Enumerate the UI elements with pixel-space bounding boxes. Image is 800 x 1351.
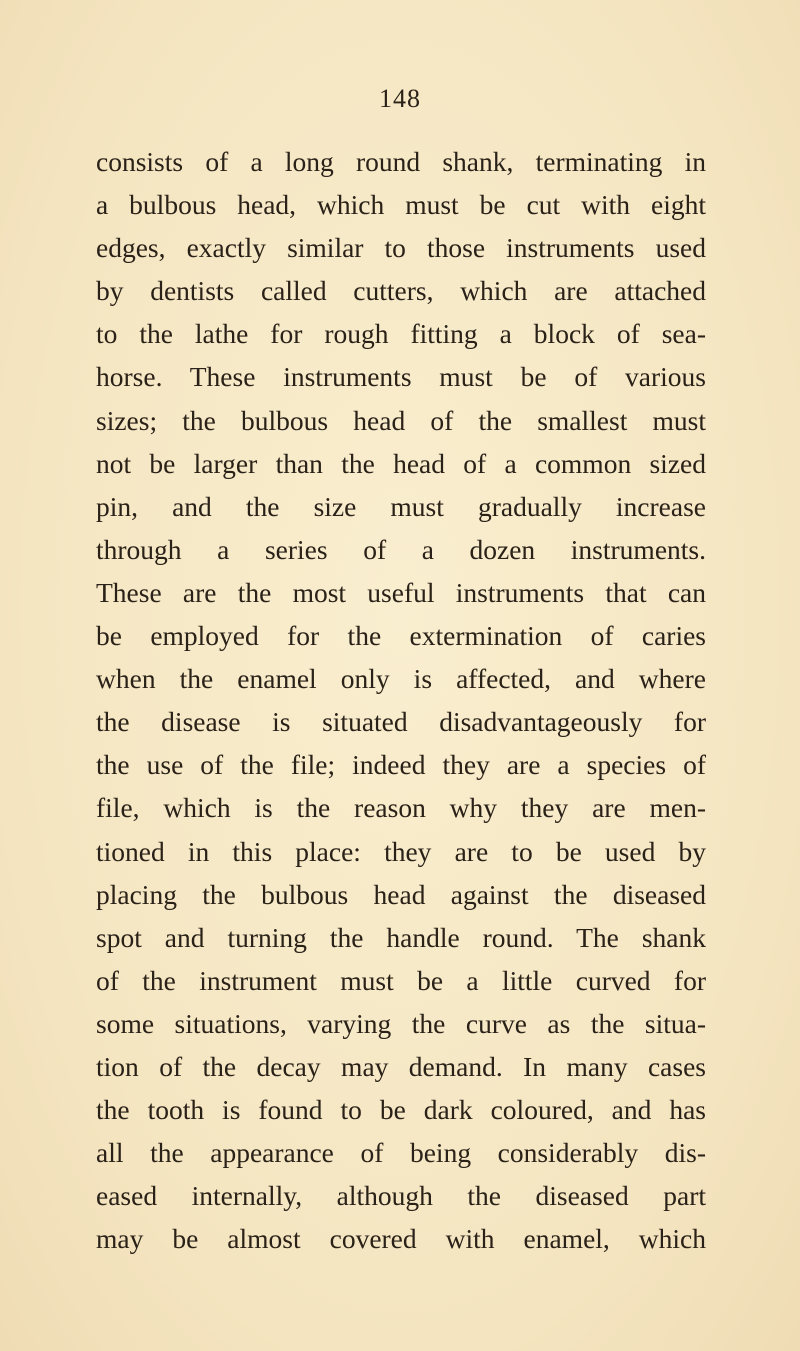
text-line: tioned in this place: they are to be used by [96,835,706,867]
page-number: 148 [379,84,421,113]
text-line: some situations, varying the curve as the situa- [96,1007,706,1039]
text-line: placing the bulbous head against the diseased [96,878,706,910]
text-line: file, which is the reason why they are men- [96,792,706,824]
text-line: the disease is situated disadvantageously for [96,706,706,738]
text-line: These are the most useful instruments that can [96,576,706,608]
text-line: sizes; the bulbous head of the smallest must [96,404,706,436]
text-line: pin, and the size must gradually increase [96,490,706,522]
text-line: be employed for the extermination of caries [96,620,706,652]
text-line: by dentists called cutters, which are attached [96,275,706,307]
text-line: when the enamel only is affected, and where [96,663,706,695]
text-line: consists of a long round shank, terminating in [96,146,706,177]
text-line: tion of the decay may demand. In many cases [96,1050,706,1082]
text-line: spot and turning the handle round. The shank [96,921,706,953]
body-text [96,140,706,1260]
text-line: the tooth is found to be dark coloured, and has [96,1094,706,1126]
text-line: of the instrument must be a little curved for [96,964,706,996]
text-line: not be larger than the head of a common sized [96,447,706,479]
text-line: edges, exactly similar to those instruments used [96,232,706,264]
text-line: horse. These instruments must be of various [96,361,706,393]
text-line: all the appearance of being considerably dis- [96,1137,706,1169]
text-line: a bulbous head, which must be cut with eight [96,189,706,221]
text-line: eased internally, although the diseased part [96,1180,706,1212]
text-line: the use of the file; indeed they are a species of [96,749,706,781]
text-line: through a series of a dozen instruments. [96,533,706,565]
text-line: to the lathe for rough fitting a block of sea- [96,318,706,350]
text-line: may be almost covered with enamel, which [96,1223,706,1255]
